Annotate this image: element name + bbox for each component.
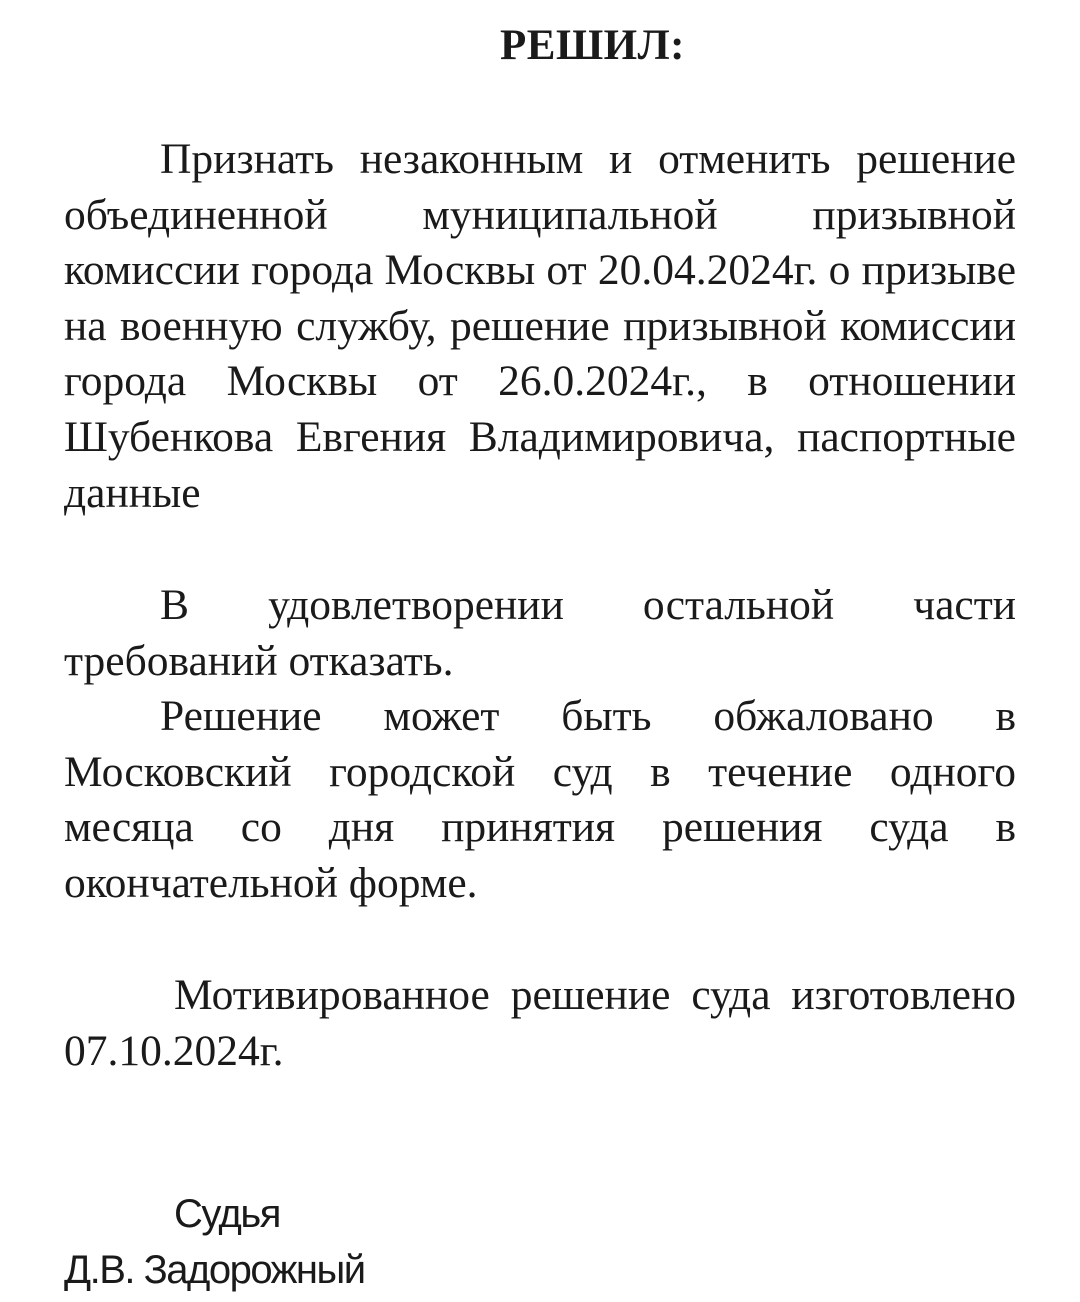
judge-name: Д.В. Задорожный [64, 1248, 365, 1292]
ruling-paragraph: Признать незаконным и отменить решение объединенной муниципальной призывной комиссии города Москвы от 20.04.2024г. о призыве на военную службу, решение призывной комиссии города Москвы от 26.0.2024г., в отношении Шубенкова Евгения Владимировича, паспортные данные [64, 135, 1016, 517]
judge-title: Судья [174, 1192, 280, 1236]
denial-paragraph: В удовлетворении остальной части требований отказать. [64, 581, 1016, 685]
appeal-paragraph: Решение может быть обжаловано в Московский городской суд в течение одного месяца со дня принятия решения суда в окончательной форме. [64, 692, 1016, 907]
decision-heading: РЕШИЛ: [500, 22, 685, 69]
reasoned-decision-paragraph: Мотивированное решение суда изготовлено 07.10.2024г. [64, 971, 1016, 1075]
